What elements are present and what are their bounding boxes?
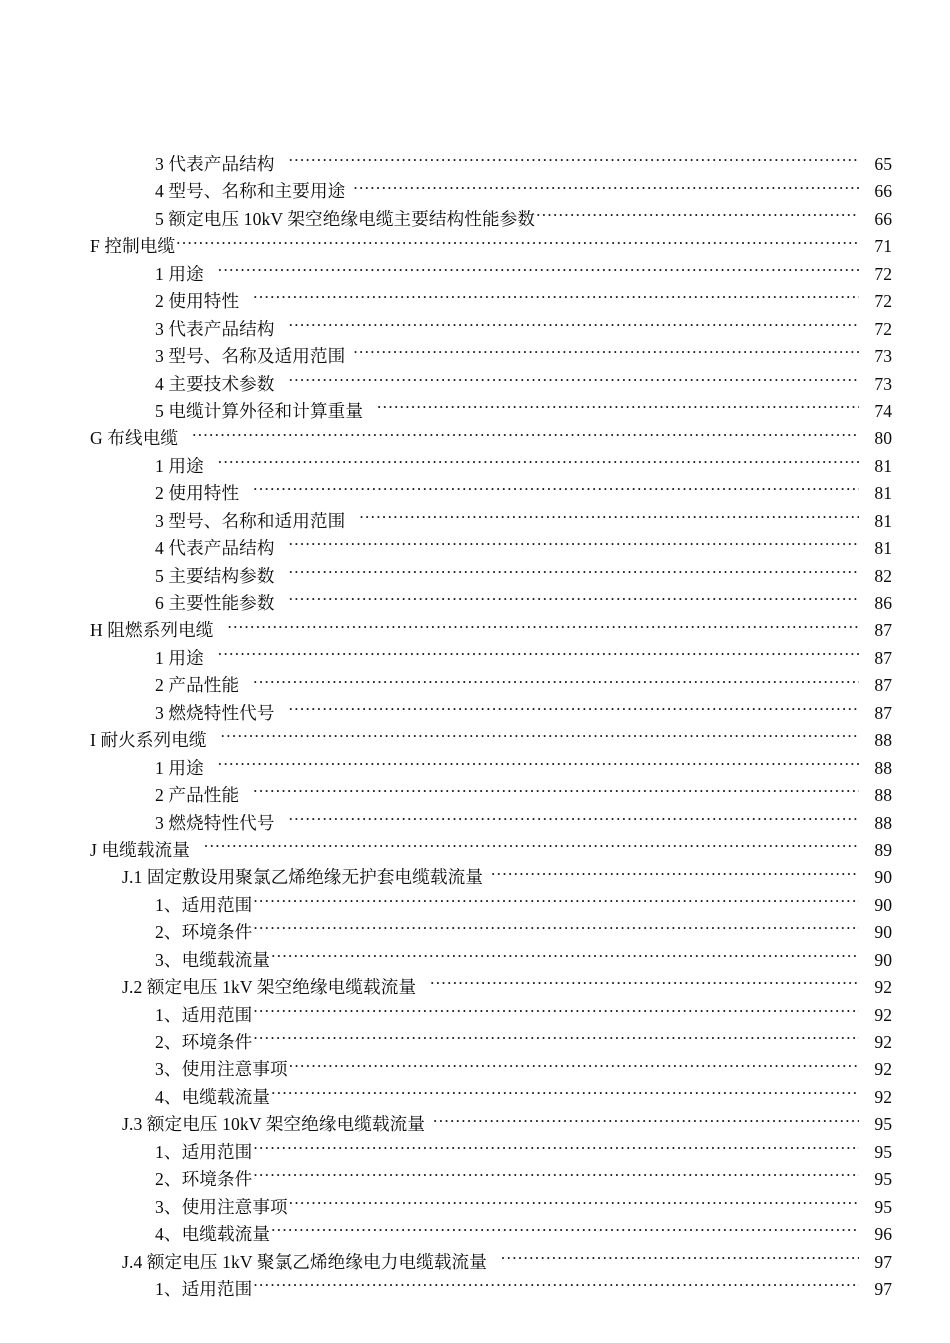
toc-entry-page-number: 92 [874,1059,892,1080]
toc-entry-label[interactable]: J 电缆载流量 [90,839,190,860]
toc-entry[interactable] [0,672,950,699]
toc-entry-label[interactable]: 3 代表产品结构 [155,318,275,339]
toc-entry[interactable] [0,1002,950,1029]
toc-dot-leader [253,783,859,801]
toc-entry-page-number: 71 [874,236,892,257]
toc-entry[interactable] [0,892,950,919]
toc-entry-label[interactable]: 2、环境条件 [155,1169,253,1190]
toc-dot-leader [253,1030,859,1048]
toc-entry-label[interactable]: 3 型号、名称及适用范围 [155,346,346,367]
toc-entry[interactable] [0,1249,950,1276]
toc-entry[interactable] [0,398,950,425]
toc-entry-label[interactable]: 5 额定电压 10kV 架空绝缘电缆主要结构性能参数 [155,208,536,229]
toc-entry-page-number: 72 [874,263,892,284]
toc-entry-page-number: 92 [874,977,892,998]
toc-entry-page-number: 81 [874,483,892,504]
toc-dot-leader [377,399,859,417]
toc-entry[interactable] [0,782,950,809]
toc-entry-page-number: 95 [874,1114,892,1135]
toc-dot-leader [536,207,859,225]
toc-entry-label[interactable]: 2、环境条件 [155,1032,253,1052]
toc-entry-page-number: 97 [874,1251,892,1272]
toc-entry-label[interactable]: H 阻燃系列电缆 [90,620,214,641]
toc-entry[interactable] [0,645,950,672]
toc-entry-page-number: 82 [874,565,892,586]
table-of-contents [0,151,950,1303]
toc-entry[interactable] [0,1056,950,1083]
toc-entry-page-number: 81 [874,455,892,476]
toc-entry-page-number: 97 [874,1278,892,1299]
toc-entry-page-number: 92 [874,1086,892,1107]
toc-dot-leader [218,262,859,280]
toc-entry-label[interactable]: 2 产品性能 [155,675,240,696]
toc-entry-label[interactable]: 3、使用注意事项 [155,1196,288,1217]
toc-entry-label[interactable]: 2 使用特性 [155,291,240,312]
toc-entry-label[interactable]: J.4 额定电压 1kV 聚氯乙烯绝缘电力电缆载流量 [122,1251,487,1272]
toc-dot-leader [253,674,859,692]
toc-entry-label[interactable]: I 耐火系列电缆 [90,730,207,751]
toc-entry-label[interactable]: 3、使用注意事项 [155,1059,288,1080]
toc-entry-page-number: 92 [874,1004,892,1025]
toc-entry-page-number: 96 [874,1224,892,1245]
toc-dot-leader [433,1113,859,1131]
toc-entry[interactable] [0,453,950,480]
toc-entry[interactable] [0,1084,950,1111]
toc-entry-label[interactable]: 4 代表产品结构 [155,538,275,559]
toc-entry-page-number: 88 [874,812,892,833]
toc-dot-leader [221,729,859,747]
toc-entry[interactable] [0,700,950,727]
toc-entry-page-number: 72 [874,291,892,312]
toc-entry-page-number: 74 [874,400,892,421]
toc-entry-label[interactable]: 4 主要技术参数 [155,373,275,394]
toc-entry-page-number: 95 [874,1196,892,1217]
toc-entry[interactable] [0,1194,950,1221]
toc-entry-page-number: 95 [874,1169,892,1190]
toc-entry[interactable] [0,563,950,590]
toc-entry-page-number: 87 [874,702,892,723]
toc-entry-page-number: 90 [874,922,892,943]
toc-entry[interactable] [0,425,950,452]
toc-entry[interactable] [0,1139,950,1166]
toc-dot-leader [253,290,859,308]
toc-entry[interactable] [0,233,950,260]
toc-entry[interactable] [0,1111,950,1138]
toc-entry-label[interactable]: 3 燃烧特性代号 [155,812,275,833]
toc-dot-leader [253,893,859,911]
toc-entry[interactable] [0,1166,950,1193]
toc-entry-label[interactable]: G 布线电缆 [90,428,179,449]
toc-entry[interactable] [0,590,950,617]
toc-entry-page-number: 87 [874,647,892,668]
toc-entry-page-number: 88 [874,757,892,778]
toc-entry-label[interactable]: 1、适用范围 [155,1278,253,1299]
toc-entry-label[interactable]: 1 用途 [155,263,204,284]
toc-entry-page-number: 89 [874,839,892,860]
toc-dot-leader [218,646,859,664]
toc-dot-leader [359,509,859,527]
toc-entry[interactable] [0,617,950,644]
toc-entry-page-number: 80 [874,428,892,449]
toc-dot-leader [218,454,859,472]
toc-entry-label[interactable]: 5 电缆计算外径和计算重量 [155,400,364,421]
toc-entry[interactable] [0,206,950,233]
toc-dot-leader [204,838,859,856]
toc-entry-label[interactable]: 3 燃烧特性代号 [155,702,275,723]
toc-entry[interactable] [0,919,950,946]
toc-dot-leader [289,317,859,335]
toc-entry-page-number: 92 [874,1032,892,1052]
toc-dot-leader [253,1140,859,1158]
toc-dot-leader [253,1168,859,1186]
toc-entry-page-number: 90 [874,867,892,888]
toc-dot-leader [253,1277,859,1295]
toc-entry[interactable] [0,727,950,754]
toc-entry[interactable] [0,480,950,507]
toc-entry-label[interactable]: 3、电缆载流量 [155,949,271,970]
toc-dot-leader [218,756,859,774]
toc-dot-leader [289,372,859,390]
toc-entry[interactable] [0,343,950,370]
toc-entry[interactable] [0,1221,950,1248]
toc-entry-label[interactable]: 2 产品性能 [155,785,240,806]
toc-dot-leader [253,1003,859,1021]
toc-entry-page-number: 81 [874,510,892,531]
toc-dot-leader [289,537,859,555]
toc-dot-leader [289,564,859,582]
toc-entry-label[interactable]: 1、适用范围 [155,1004,253,1025]
toc-entry-label[interactable]: 4、电缆载流量 [155,1086,271,1107]
toc-entry-label[interactable]: 2、环境条件 [155,922,253,943]
toc-entry-label[interactable]: 4、电缆载流量 [155,1224,271,1245]
toc-entry[interactable] [0,755,950,782]
toc-dot-leader [271,1085,859,1103]
toc-dot-leader [289,701,859,719]
toc-entry-page-number: 81 [874,538,892,559]
toc-entry-page-number: 90 [874,949,892,970]
toc-entry-page-number: 73 [874,346,892,367]
toc-entry-label[interactable]: 1、适用范围 [155,894,253,915]
toc-entry-label[interactable]: 5 主要结构参数 [155,565,275,586]
toc-entry-label[interactable]: F 控制电缆 [90,236,176,257]
toc-entry-label[interactable]: 2 使用特性 [155,483,240,504]
toc-dot-leader [501,1250,859,1268]
toc-dot-leader [253,921,859,939]
toc-entry[interactable] [0,535,950,562]
toc-entry-label[interactable]: 6 主要性能参数 [155,593,275,613]
toc-entry-page-number: 66 [874,181,892,202]
toc-entry-page-number: 87 [874,675,892,696]
toc-dot-leader [289,1195,859,1213]
toc-entry[interactable] [0,508,950,535]
toc-dot-leader [289,591,859,609]
toc-entry[interactable] [0,810,950,837]
toc-entry-label[interactable]: 1、适用范围 [155,1141,253,1162]
toc-entry[interactable] [0,316,950,343]
toc-entry[interactable] [0,1276,950,1303]
toc-entry-page-number: 95 [874,1141,892,1162]
toc-dot-leader [353,180,859,198]
toc-dot-leader [430,976,859,994]
toc-entry-page-number: 86 [874,593,892,613]
toc-entry[interactable] [0,947,950,974]
toc-entry-label[interactable]: J.1 固定敷设用聚氯乙烯绝缘无护套电缆载流量 [122,867,484,888]
toc-dot-leader [289,152,859,170]
toc-dot-leader [271,948,859,966]
toc-entry-label[interactable]: 1 用途 [155,757,204,778]
toc-entry-page-number: 66 [874,208,892,229]
toc-entry-page-number: 65 [874,154,892,174]
toc-dot-leader [353,344,859,362]
toc-entry-label[interactable]: 4 型号、名称和主要用途 [155,181,346,202]
toc-entry-page-number: 87 [874,620,892,641]
toc-entry[interactable] [0,261,950,288]
toc-entry-page-number: 90 [874,894,892,915]
toc-entry-label[interactable]: J.3 额定电压 10kV 架空绝缘电缆载流量 [122,1114,426,1135]
toc-entry[interactable] [0,974,950,1001]
toc-entry-label[interactable]: 1 用途 [155,455,204,476]
toc-entry-label[interactable]: J.2 额定电压 1kV 架空绝缘电缆载流量 [122,977,417,998]
toc-entry-label[interactable]: 3 代表产品结构 [155,154,275,174]
toc-entry-label[interactable]: 1 用途 [155,647,204,668]
toc-dot-leader [289,1058,859,1076]
toc-dot-leader [176,235,859,253]
toc-dot-leader [192,427,859,445]
toc-entry[interactable] [0,151,950,178]
toc-entry[interactable] [0,1029,950,1056]
toc-entry-page-number: 88 [874,730,892,751]
toc-dot-leader [253,482,859,500]
toc-entry[interactable] [0,864,950,891]
toc-entry[interactable] [0,288,950,315]
toc-dot-leader [271,1222,859,1240]
toc-entry-page-number: 72 [874,318,892,339]
toc-dot-leader [227,619,859,637]
toc-dot-leader [289,811,859,829]
toc-dot-leader [491,866,859,884]
toc-entry[interactable] [0,837,950,864]
toc-entry[interactable] [0,178,950,205]
toc-entry-page-number: 73 [874,373,892,394]
toc-entry-label[interactable]: 3 型号、名称和适用范围 [155,510,346,531]
toc-entry-page-number: 88 [874,785,892,806]
toc-entry[interactable] [0,371,950,398]
